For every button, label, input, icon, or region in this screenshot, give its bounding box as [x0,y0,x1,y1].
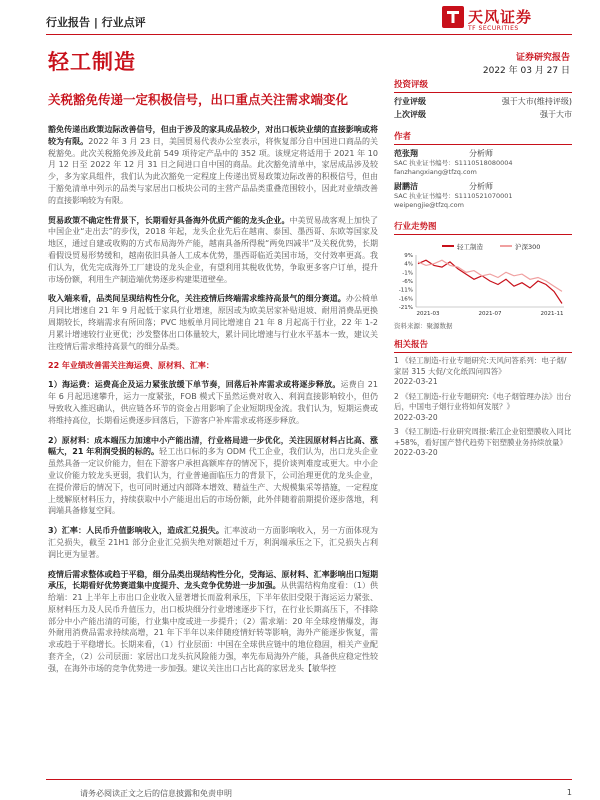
paragraph-lead: 贸易政策不确定性背景下，长期看好具备海外优质产能的龙头企业。 [48,215,290,225]
page-footer [46,782,572,796]
related-report-title: 1 《轻工制造-行业专题研究:天风问答系列：电子烟/家居 315 大促/文化纸四问四答》 [394,356,567,376]
related-report-title: 2 《轻工制造-行业专题研究:《电子烟管理办法》出台后，中国电子烟行业将如何发展？》 [394,391,572,411]
analyst-name: 尉鹏洁 [394,182,418,191]
related-report-date: 2022-03-21 [394,377,438,386]
y-tick-label: -1% [402,270,413,277]
paragraph [48,569,378,675]
related-heading: 相关报告 [394,338,572,353]
rating-label: 上次评级 [394,110,426,119]
section-heading: 22 年业绩改善需关注海运费、原材料、汇率： [48,361,214,371]
analyst-cert: SAC 执业证书编号：S1110518080004 [394,159,513,167]
y-tick-label: 9% [404,253,413,259]
brand-logo [442,6,572,36]
related-report-date: 2022-03-20 [394,448,438,457]
related-report-title: 3 《轻工制造-行业研究周报:紫江企业铝塑膜收入同比+58%，看好国产替代趋势下铝塑膜业务持续放量》 [394,427,572,447]
series-line [418,260,562,291]
rating-heading: 投资评级 [394,78,572,93]
related-report-item[interactable] [394,427,572,459]
report-type: 证券研究报告 [515,53,570,63]
analyst-cert: SAC 执业证书编号：S1110521070001 [394,192,513,200]
paragraph-lead: 2）原材料：成本端压力加速中小产能出清，行业格局进一步优化，关注因原材料占比高、涨幅大，21 年利润受损的标的。 [48,435,378,457]
paragraph-text: 2022 年 3 月 23 日，美国贸易代表办公室表示，将恢复部分自中国进口商品的关税豁免。此次关税豁免涉及此前 549 项待定产品中的 352 项。该规定将适用于 2021 年 10 月 12 日至 2022 年 12 月 31 日之间进口自中国的商品。此次豁免清单中，家居成品涉及较少，多为家具组件，我们认为此次豁免一定程度上传递出贸易政策边际改善的积极信号，但由于豁免清单中列示的品类与家居出口板块公司的主营产品品类重叠范围较小，因此对业绩改善的直接影响较为有限。 [48,136,379,205]
rating-label: 行业评级 [394,97,426,106]
y-tick-label: -11% [398,287,413,294]
page-number: 1 [566,788,572,797]
paragraph [48,215,378,286]
analyst-email[interactable]: fanzhangxiang@tfzq.com [394,168,477,176]
x-tick-label: 2021-07 [478,311,502,317]
rating-value: 强于大市(维持评级) [501,97,572,106]
report-date: 2022 年 03 月 27 日 [482,66,570,76]
series-line [418,260,562,303]
paragraph [48,293,378,352]
related-report-item[interactable] [394,356,572,388]
y-tick-label: -16% [398,296,413,303]
y-tick-label: -6% [402,279,413,285]
related-report-date: 2022-03-20 [394,412,438,422]
y-tick-label: 4% [404,261,413,268]
paragraph [48,379,378,426]
paragraph-text: 汇率波动一方面影响收入，另一方面体现为汇兑损失，截至 21H1 部分企业汇兑损失绝对额超过千万，利润端承压之下，汇兑损失占利润比更为显著。 [48,526,378,559]
page-title: 轻工制造 [48,50,136,74]
related-report-item[interactable] [394,392,572,424]
paragraph-lead: 3）汇率：人民币升值影响收入，造成汇兑损失。 [48,526,224,536]
analyst-email[interactable]: weipengjie@tfzq.com [394,201,464,209]
page-header [46,8,572,32]
paragraph [48,435,378,518]
analyst-row [394,181,572,192]
logo-text: 天风证券 [468,8,533,26]
paragraph [48,124,378,207]
analyst-name: 范张翔 [394,149,418,158]
trend-chart-svg [394,241,572,319]
paragraph-text: 运费自 21 年 6 月起迅速攀升，运力一度紧张，FOB 模式下虽然运费对收入、利润直接影响较小，但仍导致收入推迟确认，供应链各环节的资金占用影响了企业短期现金流。我们认为，短期运费或将维持高位，长期看运费逐步回落后，下游客户补库需求或将逐步释放。 [48,380,378,425]
paragraph-text: 中美贸易战客观上加快了中国企业“走出去”的步伐，2018 年起，龙头企业先后在越南、泰国、墨西哥、东欧等国家及地区，通过自建或收购的方式布局海外产能，越南具备所得税“两免四减半”及关税优势，长期看假设贸易形势缓和，越南依旧具备人工成本优势，墨西哥临近美国市场，交付效率更高。我们认为，优先完成海外工厂建设的龙头企业，有望利用其税收优势，争取更多客户订单，提升市场份额，利用生产制造端优势逐步构建渠道壁垒。 [48,215,378,284]
main-content [48,124,378,683]
sidebar [394,78,572,463]
paragraph-text: 从供需结构角度看：（1）供给端：21 上半年上市出口企业收入显著增长而盈利承压，下半年依旧受限于海运运力紧张、原材料压力及人民币升值压力，出口板块细分行业增速逐步下行，在行业长期高压下，不排除部分中小产能出清的可能，行业集中度或进一步提升；（2）需求端：20 年全球疫情爆发，海外耐用消费品需求持续高增，21 年下半年以来伴随疫情好转等影响，海外产能逐步恢复，需求或趋于平稳增长。长期来看，（1）行业层面：中国在全球供应链中的地位稳固，相关产业配套齐全，（2）公司层面：家居出口龙头抗风险能力强，率先布局海外产能，具备供应稳定性较强，在海外市场的竞争优势进一步加强。建议关注出口占比高的家居龙头【敏华控 [48,581,378,673]
x-tick-label: 2021-11 [540,311,564,317]
analyst-role: 分析师 [469,182,493,191]
rating-value: 强于大市 [540,110,572,119]
authors-heading: 作者 [394,130,572,145]
trend-chart [394,241,572,319]
x-tick-label: 2021-03 [416,311,440,317]
report-subtitle: 关税豁免传递一定积极信号，出口重点关注需求端变化 [48,92,349,107]
rating-row [394,109,572,122]
rating-row [394,96,572,109]
legend-label: 轻工制造 [457,243,483,251]
related-reports [394,356,572,459]
breadcrumb: 行业报告 | 行业点评 [46,16,146,29]
trend-heading: 行业走势图 [394,220,572,235]
paragraph-lead: 豁免传递出政策边际改善信号，但由于涉及的家具成品较少，对出口板块业绩的直接影响或将较为有限。 [48,125,378,146]
chart-source: 资料来源：聚源数据 [394,322,453,330]
paragraph-text: 轻工出口标的多为 ODM 代工企业，我们认为，出口龙头企业虽然具备一定议价能力，但在下游客户承担高额库存的情况下，提价谈判难度或更大。中小企业议价能力较龙头更弱，我们认为，行业普遍面临压力的背景下，公司治理更优的龙头企业，在提价滞后的情况下，也可同时通过内部降本增效、精益生产、大规模集采等措施，一定程度上缓解原材料压力，持续获取中小产能退出后的市场份额，此外伴随着前期提价逐步落地，利润端具备修复空间。 [48,447,378,516]
analyst-row [394,148,572,159]
analyst-role: 分析师 [469,149,493,158]
paragraph-text: 办公椅单月同比增速自 21 年 9 月起低于家具行业增速，原因或为欧美居家补贴退坡、耐用消费品更换周期较长，终端需求有所回落；PVC 地板单月同比增速自 21 年 8 月起高于行业，22 年 1-2 月累计增速较行业更优；沙发整体出口体量较大，累计同比增速与行业水平基本一致，建议关注疫情后需求维持高景气的细分品类。 [48,294,379,351]
analyst-card [394,148,572,177]
paragraph-lead: 疫情后需求整体或趋于平稳，细分品类出现结构性分化，受海运、原材料、汇率影响出口短期承压，长期看好优势赛道集中度提升、龙头竞争优势进一步加强。 [48,569,378,591]
paragraph [48,525,378,560]
header-divider [46,34,572,35]
legend-label: 沪深300 [515,243,541,251]
footer-divider [46,779,572,780]
logo-subtext: TF SECURITIES [468,25,519,32]
paragraph-lead: 1）海运费：运费高企及运力紧张放缓下单节奏，回落后补库需求或将逐步释放。 [48,380,341,390]
analyst-card [394,181,572,210]
y-tick-label: -21% [398,305,413,311]
logo-mark-icon [442,6,464,28]
paragraph-lead: 收入端来看，品类间呈现结构性分化，关注疫情后终端需求维持高景气的细分赛道。 [48,294,346,304]
disclaimer-text: 请务必阅读正文之后的信息披露和免责申明 [80,789,232,798]
